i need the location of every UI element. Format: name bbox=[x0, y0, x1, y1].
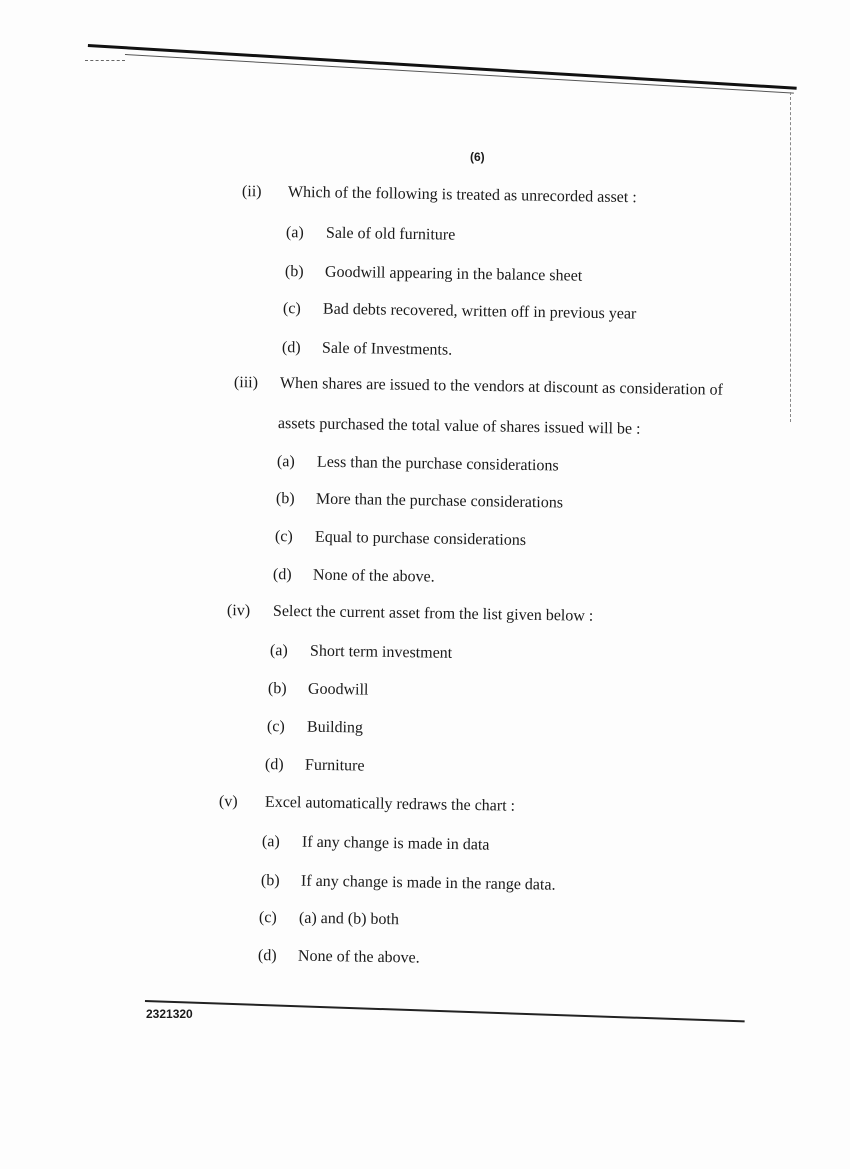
option-text: Goodwill appearing in the balance sheet bbox=[324, 263, 583, 285]
option-label: (c) bbox=[266, 718, 285, 736]
option-text: None of the above. bbox=[312, 566, 435, 586]
option-label: (b) bbox=[275, 490, 295, 508]
option-text: Building bbox=[306, 718, 364, 737]
question-ii bbox=[242, 182, 637, 207]
option-text: Less than the purchase considerations bbox=[316, 453, 559, 475]
option-label: (b) bbox=[284, 263, 304, 281]
option-label: (c) bbox=[258, 909, 277, 927]
option-text: Equal to purchase considerations bbox=[314, 528, 527, 549]
option-iii-b bbox=[276, 489, 563, 513]
option-iii-c bbox=[275, 527, 526, 550]
scan-edge-top bbox=[88, 44, 797, 90]
option-label: (a) bbox=[276, 453, 295, 471]
option-text: Sale of old furniture bbox=[325, 224, 456, 244]
question-iv bbox=[227, 601, 594, 626]
option-text: Short term investment bbox=[309, 642, 453, 662]
page-number: (6) bbox=[470, 150, 485, 164]
option-iv-d bbox=[265, 755, 365, 776]
option-text: More than the purchase considerations bbox=[315, 490, 564, 512]
question-v bbox=[219, 792, 515, 816]
option-text: (a) and (b) both bbox=[298, 909, 400, 929]
scan-edge-line bbox=[125, 54, 794, 94]
option-v-a bbox=[262, 832, 490, 855]
question-text: When shares are issued to the vendors at discount as consideration of bbox=[279, 374, 724, 399]
option-text: Bad debts recovered, written off in previous year bbox=[322, 300, 637, 323]
question-number: (iv) bbox=[226, 602, 251, 620]
option-iii-a bbox=[277, 452, 559, 476]
option-v-b bbox=[261, 871, 556, 895]
question-iii bbox=[234, 373, 723, 400]
question-text: Excel automatically redraws the chart : bbox=[264, 793, 516, 815]
option-label: (c) bbox=[274, 528, 293, 546]
option-ii-b bbox=[285, 262, 583, 286]
option-label: (c) bbox=[282, 300, 301, 318]
option-label: (a) bbox=[269, 642, 288, 660]
scan-edge-dash bbox=[85, 60, 125, 61]
option-iv-a bbox=[270, 641, 452, 663]
option-v-d bbox=[258, 946, 420, 968]
option-text: If any change is made in the range data. bbox=[300, 872, 556, 894]
paper-code: 2321320 bbox=[146, 1007, 193, 1021]
option-v-c bbox=[259, 908, 399, 929]
question-text-continued: assets purchased the total value of shares issued will be : bbox=[277, 415, 641, 438]
question-text: Select the current asset from the list given below : bbox=[272, 602, 594, 625]
question-text: Which of the following is treated as unrecorded asset : bbox=[287, 183, 637, 207]
option-ii-a bbox=[286, 223, 456, 245]
option-text: Sale of Investments. bbox=[321, 339, 453, 359]
question-iii-continued bbox=[278, 414, 641, 439]
option-label: (d) bbox=[272, 566, 292, 584]
footer-rule bbox=[145, 1000, 745, 1022]
option-text: Furniture bbox=[304, 756, 365, 775]
question-number: (v) bbox=[218, 793, 238, 811]
option-text: Goodwill bbox=[307, 680, 369, 699]
option-iv-b bbox=[268, 679, 369, 700]
option-text: If any change is made in data bbox=[301, 833, 490, 854]
option-label: (d) bbox=[281, 339, 301, 357]
scan-edge-right bbox=[790, 92, 791, 422]
option-label: (d) bbox=[257, 947, 277, 965]
question-number: (ii) bbox=[241, 183, 262, 201]
option-label: (b) bbox=[260, 872, 280, 890]
option-ii-d bbox=[282, 338, 452, 360]
option-ii-c bbox=[283, 299, 637, 324]
option-iv-c bbox=[267, 717, 363, 738]
option-label: (b) bbox=[267, 680, 287, 698]
option-label: (a) bbox=[285, 224, 304, 242]
question-number: (iii) bbox=[233, 374, 259, 392]
option-label: (a) bbox=[261, 833, 280, 851]
option-iii-d bbox=[273, 565, 435, 587]
option-text: None of the above. bbox=[297, 947, 420, 967]
option-label: (d) bbox=[264, 756, 284, 774]
